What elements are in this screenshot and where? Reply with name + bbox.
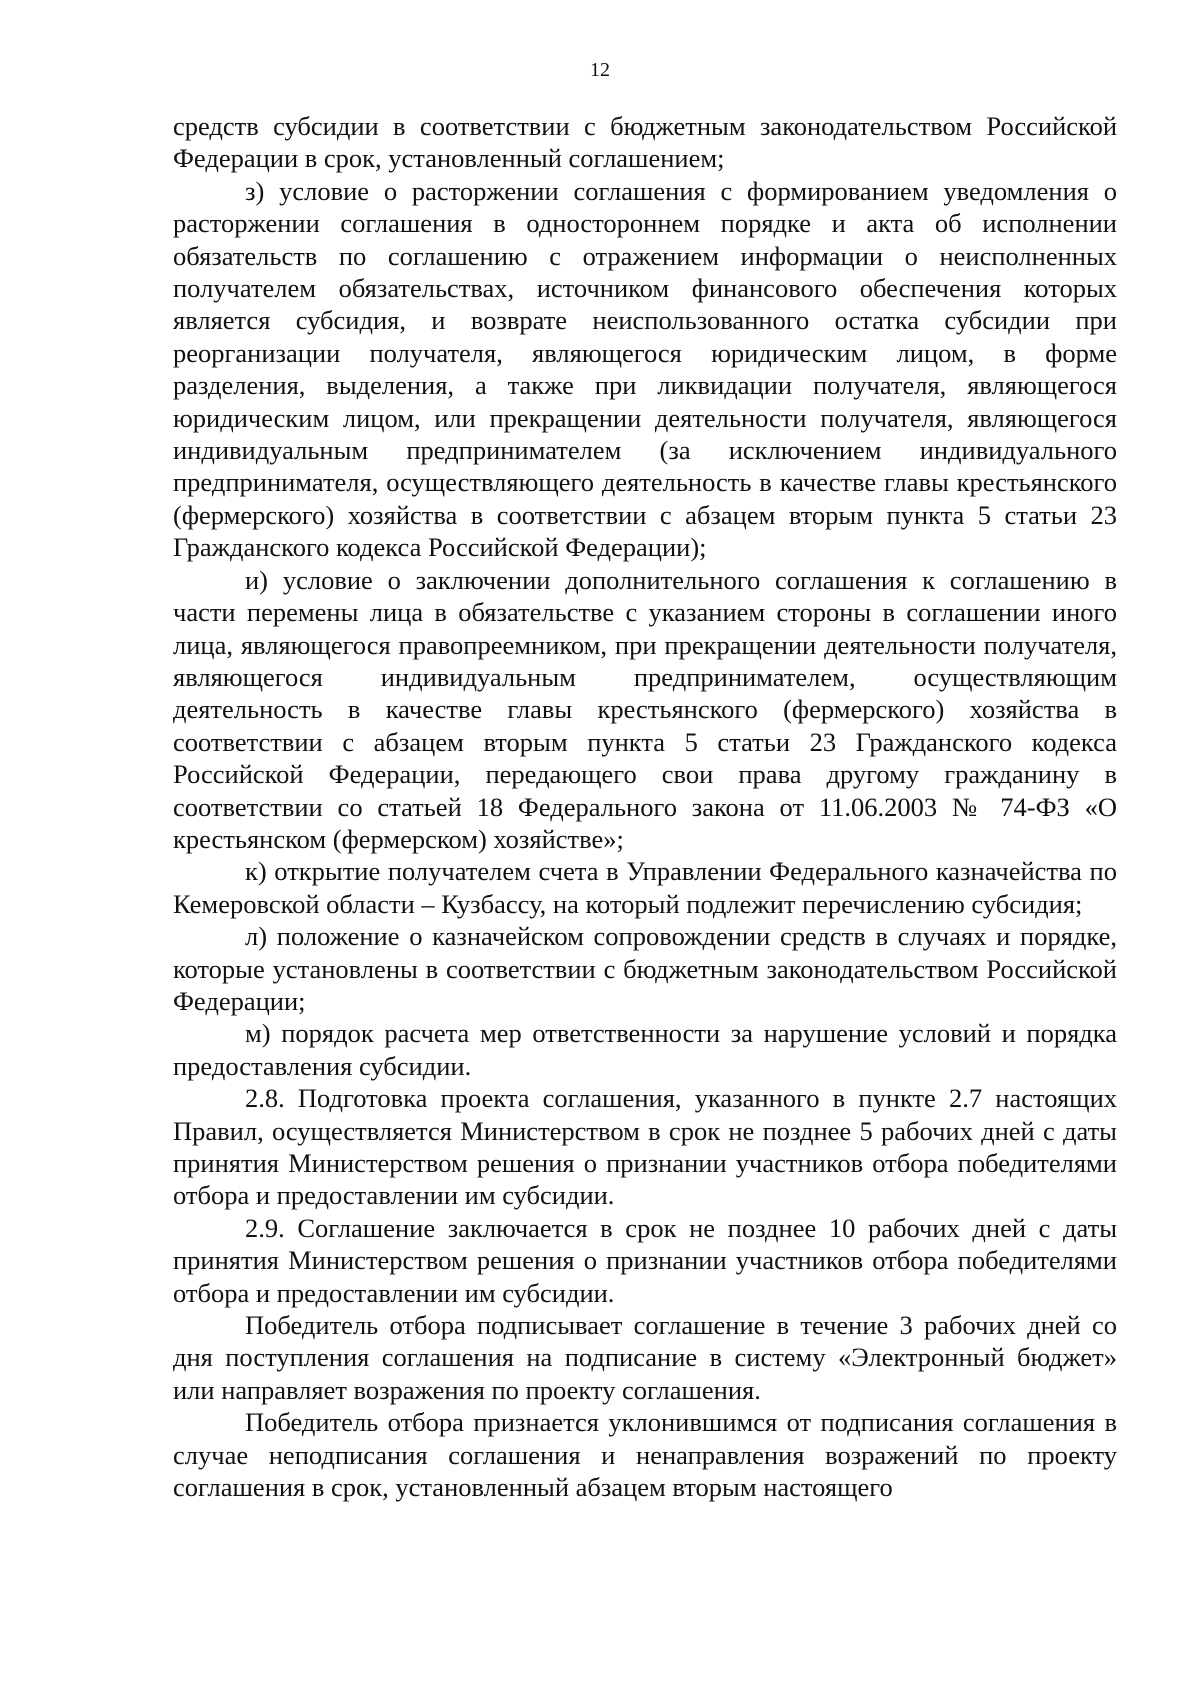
paragraph-winner-signs: Победитель отбора подписывает соглашение в течение 3 рабочих дней со дня поступления соглашения на подписание в систему «Электронный бюджет» или направляет возражения по проекту соглашения. [173, 1310, 1117, 1405]
paragraph-item-m: м) порядок расчета мер ответственности за нарушение условий и порядка предоставления субсидии. [173, 1018, 1117, 1081]
paragraph-item-z: з) условие о расторжении соглашения с формированием уведомления о расторжении соглашения в одностороннем порядке и акта об исполнении обязательств по соглашению с отражением информации о неисполненных получателем обязательствах, источником финансового обеспечения которых является субсидия, и возврате неиспользованного остатка субсидии при реорганизации получателя, являющегося юридическим лицом, в форме разделения, выделения, а также при ликвидации получателя, являющегося юридическим лицом, или прекращении деятельности получателя, являющегося индивидуальным предпринимателем (за исключением индивидуального предпринимателя, осуществляющего деятельность в качестве главы крестьянского (фермерского) хозяйства в соответствии с абзацем вторым пункта 5 статьи 23 Гражданского кодекса Российской Федерации); [173, 175, 1117, 563]
page-number: 12 [590, 59, 610, 81]
paragraph-2-9: 2.9. Соглашение заключается в срок не позднее 10 рабочих дней с даты принятия Министерством решения о признании участников отбора победителями отбора и предоставлении им субсидии. [173, 1212, 1117, 1308]
document-body [173, 110, 1117, 1503]
paragraph-2-8: 2.8. Подготовка проекта соглашения, указанного в пункте 2.7 настоящих Правил, осуществляется Министерством в срок не позднее 5 рабочих дней с даты принятия Министерством решения о признании участников отбора победителями отбора и предоставлении им субсидии. [173, 1083, 1117, 1211]
paragraph-item-i: и) условие о заключении дополнительного соглашения к соглашению в части перемены лица в обязательстве с указанием стороны в соглашении иного лица, являющегося правопреемником, при прекращении деятельности получателя, являющегося индивидуальным предпринимателем, осуществляющим деятельность в качестве главы крестьянского (фермерского) хозяйства в соответствии с абзацем вторым пункта 5 статьи 23 Гражданского кодекса Российской Федерации, передающего свои права другому гражданину в соответствии со статьей 18 Федерального закона от 11.06.2003 № 74-ФЗ «О крестьянском (фермерском) хозяйстве»; [173, 564, 1117, 854]
paragraph-item-k: к) открытие получателем счета в Управлении Федерального казначейства по Кемеровской области – Кузбассу, на который подлежит перечислению субсидия; [173, 856, 1117, 919]
paragraph-winner-evades: Победитель отбора признается уклонившимся от подписания соглашения в случае неподписания соглашения и ненаправления возражений по проекту соглашения в срок, установленный абзацем вторым настоящего [173, 1407, 1117, 1503]
paragraph-continuation: средств субсидии в соответствии с бюджетным законодательством Российской Федерации в срок, установленный соглашением; [173, 111, 1117, 174]
paragraph-item-l: л) положение о казначейском сопровождении средств в случаях и порядке, которые установлены в соответствии с бюджетным законодательством Российской Федерации; [173, 921, 1117, 1016]
